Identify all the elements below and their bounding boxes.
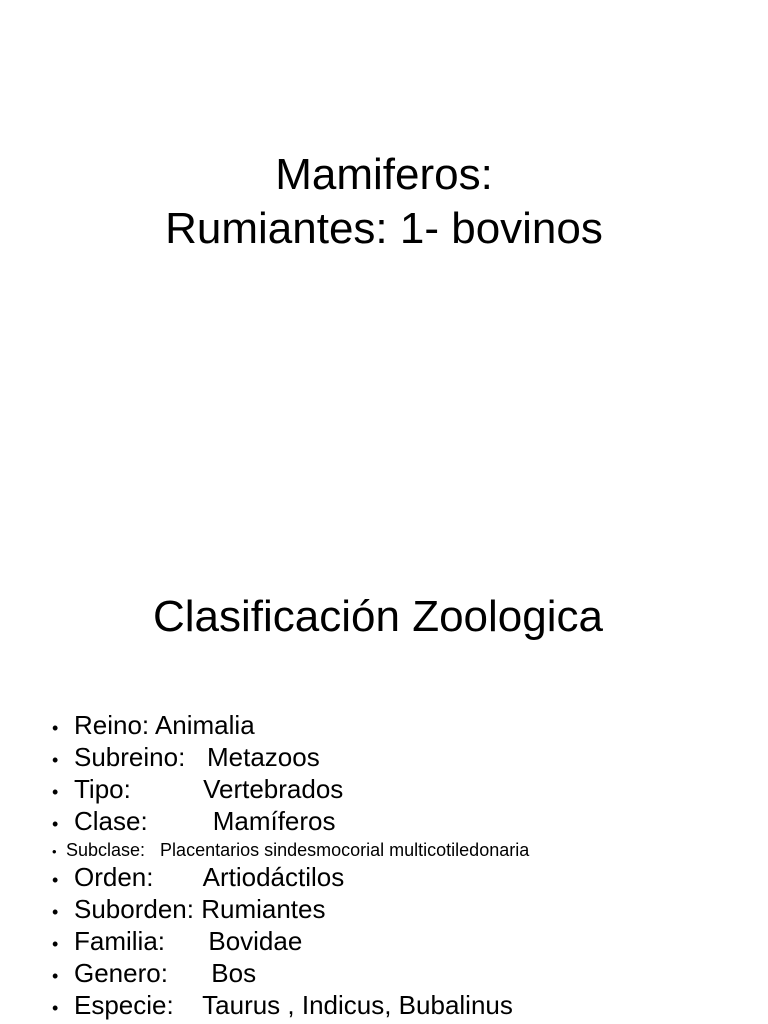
list-item-text: Tipo: Vertebrados: [74, 774, 344, 804]
list-item-familia: [52, 927, 529, 959]
list-item-text: Suborden: Rumiantes: [74, 894, 326, 924]
bullet-icon: •: [52, 844, 57, 859]
list-item-orden: [52, 863, 529, 895]
bullet-icon: •: [52, 782, 59, 802]
list-item-reino: [52, 711, 529, 743]
title-line-1: Mamiferos:: [275, 150, 493, 199]
list-item-text: Especie: Taurus , Indicus, Bubalinus: [74, 990, 513, 1020]
list-item-text: Subreino: Metazoos: [74, 742, 320, 772]
bullet-icon: •: [52, 934, 59, 954]
bullet-icon: •: [52, 814, 59, 834]
bullet-icon: •: [52, 870, 59, 890]
list-item-subreino: [52, 743, 529, 775]
bullet-icon: •: [52, 718, 59, 738]
list-item-text: Familia: Bovidae: [74, 926, 303, 956]
bullet-icon: •: [52, 998, 59, 1018]
list-item-genero: [52, 959, 529, 991]
slide-title: [0, 148, 768, 256]
bullet-icon: •: [52, 902, 59, 922]
list-item-text: Reino: Animalia: [74, 710, 255, 740]
bullet-icon: •: [52, 966, 59, 986]
list-item-especie: [52, 991, 529, 1023]
title-line-2: Rumiantes: 1- bovinos: [165, 204, 603, 253]
list-item-clase: [52, 807, 529, 839]
bullet-icon: •: [52, 750, 59, 770]
list-item-tipo: [52, 775, 529, 807]
list-item-text: Clase: Mamíferos: [74, 806, 336, 836]
list-item-text: Orden: Artiodáctilos: [74, 862, 345, 892]
list-item-subclase: [52, 839, 529, 863]
list-item-text: Genero: Bos: [74, 958, 257, 988]
list-item-text: Subclase: Placentarios sindesmocorial multicotiledonaria: [66, 840, 530, 860]
classification-list: [52, 711, 529, 1023]
list-item-suborden: [52, 895, 529, 927]
section-heading: Clasificación Zoologica: [153, 592, 603, 641]
